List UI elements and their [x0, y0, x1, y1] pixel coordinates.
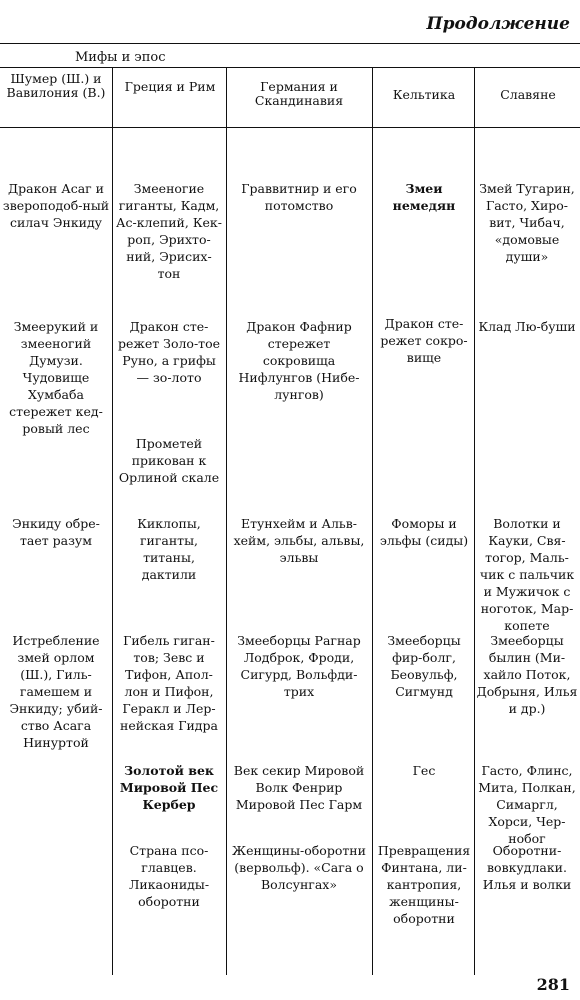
page-number: 281	[536, 975, 570, 994]
table-cell: Етунхейм и Альв-хейм, эльбы, альвы, эльвы	[233, 516, 365, 565]
table-cell: Змееногие гиганты, Кадм, Ас-клепий, Кек-роп, Эрихто-ний, Эрисих-тон	[116, 181, 222, 281]
table-cell: Змеи немедян	[392, 181, 456, 213]
table-cell: Дракон Фафнир стережет сокровища Нифлунгов (Нибе-лунгов)	[238, 319, 360, 402]
table-cell: Киклопы, гиганты, титаны, дактили	[137, 516, 201, 582]
table-cell: Дракон сте-режет сокро-вище	[380, 316, 468, 365]
table-cell: Волотки и Кауки, Свя-тогор, Маль-чик с пальчик и Мужичок с ноготок, Мар-копете	[479, 516, 575, 633]
table-cell: Дракон сте-режет Золо-тое Руно, а грифы — зо-лото	[117, 319, 221, 385]
table-cell: Гасто, Флинс, Мита, Полкан, Симаргл, Хорси, Чер-нобог	[478, 763, 576, 846]
table-cell: Гес	[412, 763, 436, 778]
table-cell: Золотой век Мировой Пес Кербер	[119, 763, 219, 812]
table-cell: Змееборцы былин (Ми-хайло Поток, Добрыня, Илья и др.)	[476, 633, 578, 716]
table-cell: Змееборцы Рагнар Лодброк, Фроди, Сигурд, Вольфди-трих	[237, 633, 361, 699]
column-header-slavs: Славяне	[500, 87, 556, 102]
column-header-germany: Германия и Скандинавия	[254, 79, 344, 108]
column-divider	[112, 67, 113, 975]
table-cell: Истребление змей орлом (Ш.), Гиль-гамешем и Энкиду; убий-ство Асага Нинуртой	[9, 633, 103, 750]
table-cell: Граввитнир и его потомство	[241, 181, 357, 213]
table-cell: Оборотни-вовкудлаки. Илья и волки	[482, 843, 572, 892]
column-divider	[372, 67, 373, 975]
table-cell: Превращения Финтана, ли-кантропия, женщины-оборотни	[377, 843, 471, 926]
header-bottom-rule	[0, 127, 580, 128]
section-title: Мифы и эпос	[75, 50, 166, 65]
column-divider	[226, 67, 227, 975]
header-rule	[0, 67, 580, 68]
continuation-label: Продолжение	[426, 14, 570, 34]
table-cell: Клад Лю-буши	[478, 319, 576, 334]
table-cell: Женщины-оборотни (вервольф). «Сага о Волсунгах»	[232, 843, 366, 892]
column-header-sumer: Шумер (Ш.) и Вавилония (В.)	[6, 71, 106, 100]
table-cell: Фоморы и эльфы (сиды)	[379, 516, 469, 548]
table-cell: Змееборцы фир-болг, Беовульф, Сигмунд	[387, 633, 461, 699]
top-rule	[0, 43, 580, 44]
table-cell: Гибель гиган-тов; Зевс и Тифон, Апол-лон и Пифон, Геракл и Лер-нейская Гидра	[120, 633, 218, 733]
table-cell: Прометей прикован к Орлиной скале	[118, 436, 220, 485]
column-divider	[474, 67, 475, 975]
table-cell: Энкиду обре-тает разум	[12, 516, 100, 548]
table-cell: Дракон Асаг и звероподоб-ный силач Энкиду	[2, 181, 110, 230]
table-cell: Змей Тугарин, Гасто, Хиро-вит, Чибач, «домовые души»	[479, 181, 575, 264]
column-header-greece: Греция и Рим	[124, 79, 216, 94]
table-cell: Змеерукий и змееногий Думузи. Чудовище Хумбаба стережет кед-ровый лес	[9, 319, 103, 436]
column-header-celtic: Кельтика	[392, 87, 456, 102]
table-cell: Страна псо-главцев. Ликаониды-оборотни	[128, 843, 210, 909]
table-cell: Век секир Мировой Волк Фенрир Мировой Пес Гарм	[233, 763, 365, 812]
